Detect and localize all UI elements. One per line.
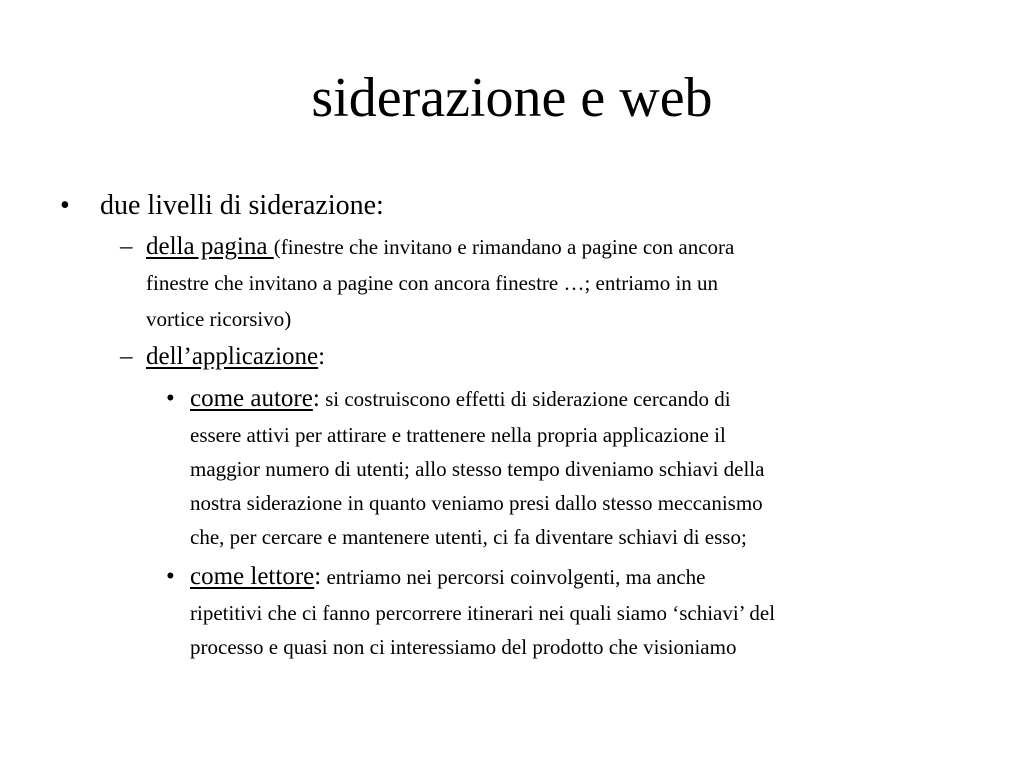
- bullet-marker: •: [60, 190, 70, 221]
- item-autore-line3: maggior numero di utenti; allo stesso tempo diveniamo schiavi della: [190, 457, 765, 481]
- slide-title: siderazione e web: [311, 67, 713, 129]
- item-autore-line4: nostra siderazione in quanto veniamo presi dallo stesso meccanismo: [190, 491, 763, 515]
- item-pagina-line1: [146, 230, 734, 264]
- item-lettore-head: come lettore: [190, 563, 315, 590]
- item-applicazione-line: [146, 340, 325, 374]
- dash-marker: –: [120, 343, 133, 370]
- item-lettore-colon: :: [314, 563, 322, 590]
- item-pagina-head: della pagina: [146, 233, 274, 260]
- item-pagina-line1-rest: (finestre che invitano e rimandano a pagine con ancora: [273, 235, 735, 259]
- item-applicazione-head: dell’applicazione: [146, 343, 319, 370]
- bullet-marker: •: [166, 563, 175, 590]
- dash-marker: –: [120, 233, 133, 260]
- item-lettore-line3: processo e quasi non ci interessiamo del prodotto che visioniamo: [190, 635, 737, 659]
- item-autore-colon: :: [312, 385, 320, 412]
- level1-item-text: due livelli di siderazione:: [100, 190, 384, 221]
- item-autore-line1-rest: si costruiscono effetti di siderazione cercando di: [319, 387, 731, 411]
- bullet-marker: •: [166, 385, 175, 412]
- item-autore-line1: [190, 382, 731, 416]
- item-lettore-line1: [190, 560, 705, 594]
- item-lettore-line2: ripetitivi che ci fanno percorrere itinerari nei quali siamo ‘schiavi’ del: [190, 601, 776, 625]
- item-autore-head: come autore: [190, 385, 313, 412]
- item-lettore-line1-rest: entriamo nei percorsi coinvolgenti, ma anche: [321, 565, 706, 589]
- item-pagina-line3: vortice ricorsivo): [146, 307, 292, 331]
- item-pagina-line2: finestre che invitano a pagine con ancora finestre …; entriamo in un: [146, 271, 719, 295]
- item-applicazione-colon: :: [318, 343, 326, 370]
- item-autore-line2: essere attivi per attirare e trattenere nella propria applicazione il: [190, 423, 726, 447]
- item-autore-line5: che, per cercare e mantenere utenti, ci fa diventare schiavi di esso;: [190, 525, 747, 549]
